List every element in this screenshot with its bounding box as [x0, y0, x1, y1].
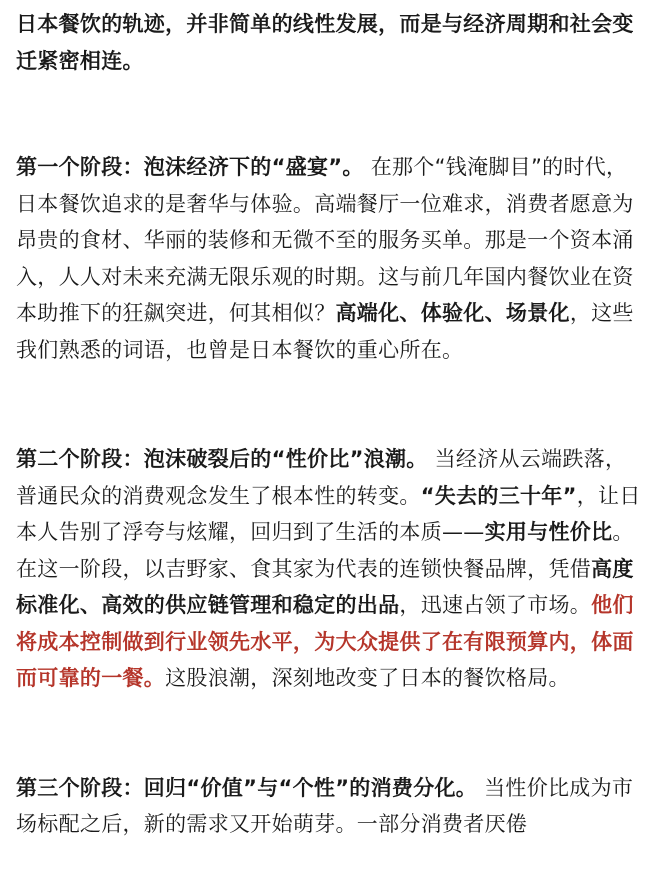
stage-1-paragraph	[16, 149, 644, 368]
stage-1-bold-keywords: 高端化、体验化、场景化	[335, 301, 570, 325]
article-body	[16, 0, 644, 843]
stage-2-text-3: 。在这一阶段，以吉野家、食其家为代表的连锁快餐品牌，凭借	[16, 520, 634, 581]
stage-2-paragraph	[16, 441, 644, 697]
stage-1-text-end: ，这些我们熟悉的词语，也曾是日本餐饮的重心所在。	[16, 301, 634, 362]
stage-2-red-highlight: 他们将成本控制做到行业领先水平，为大众提供了在有限预算内，体面而可靠的一餐。	[16, 593, 634, 690]
stage-1-text: 在那个“钱淹脚目”的时代，日本餐饮追求的是奢华与体验。高端餐厅一位难求，消费者愿意为昂贵的食材、华丽的装修和无微不至的服务买单。那是一个资本涌入，人人对未来充满无限乐观的时期。这与前几年国内餐饮业在资本助推下的狂飙突进，何其相似？	[16, 155, 634, 325]
stage-2-text-2: ，让日本人告别了浮夸与炫耀，回归到了生活的本质——	[16, 483, 641, 544]
stage-3-heading: 第三个阶段：回归“价值”与“个性”的消费分化。	[16, 775, 478, 800]
stage-2-heading: 第二个阶段：泡沫破裂后的“性价比”浪潮。	[16, 447, 428, 471]
stage-2-text-4: ，迅速占领了市场。	[399, 593, 592, 617]
stage-2-text-5: 这股浪潮，深刻地改变了日本的餐饮格局。	[165, 666, 570, 690]
stage-2-bold-standardization: 高度标准化、高效的供应链管理和稳定的出品	[16, 556, 634, 617]
stage-2-text: 当经济从云端跌落，普通民众的消费观念发生了根本性的转变。	[16, 447, 627, 508]
intro-paragraph: 日本餐饮的轨迹，并非简单的线性发展，而是与经济周期和社会变迁紧密相连。	[16, 12, 634, 73]
stage-1-heading: 第一个阶段：泡沫经济下的“盛宴”。	[16, 155, 364, 179]
stage-2-bold-lost-decades: “失去的三十年”	[420, 483, 577, 508]
stage-3-text: 当性价比成为市场标配之后，新的需求又开始萌芽。一部分消费者厌倦	[16, 775, 634, 836]
stage-3-paragraph	[16, 770, 644, 843]
stage-2-bold-value: 实用与性价比	[484, 520, 613, 544]
